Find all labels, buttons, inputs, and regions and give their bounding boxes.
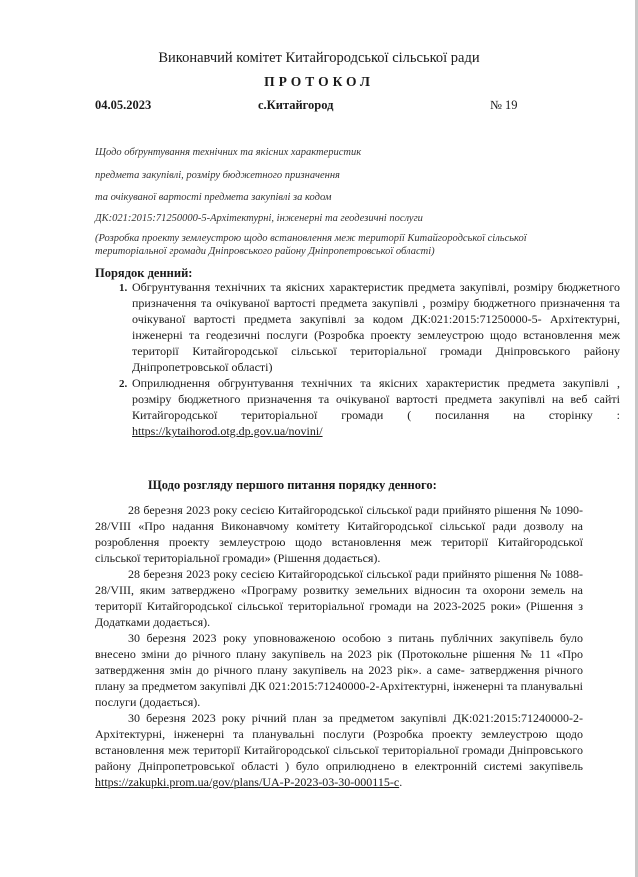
protocol-place: с.Китайгород xyxy=(258,98,334,112)
website-link[interactable]: https://kytaihorod.otg.dp.gov.ua/novini/ xyxy=(132,424,323,438)
protocol-date: 04.05.2023 xyxy=(95,98,152,112)
procurement-link[interactable]: https://zakupki.prom.ua/gov/plans/UA-P-2023-03-30-000115-c xyxy=(95,775,400,789)
agenda-item xyxy=(130,279,620,375)
paragraph: 28 березня 2023 року сесією Китайгородської сільської ради прийнято рішення № 1090-28/VIII «Про надання Виконавчому комітету Китайгородської сільської ради дозволу на розроблення проекту землеустрою щодо встановлення меж території Китайгородської сільської територіальної громади» (Рішення додається). xyxy=(95,503,583,565)
paragraph-tail: . xyxy=(399,775,403,789)
subject-line-3: та очікуваної вартості предмета закупівлі за кодом xyxy=(95,192,332,203)
document-title: ПРОТОКОЛ xyxy=(264,74,374,89)
paragraph: 28 березня 2023 року сесією Китайгородської сільської ради прийнято рішення № 1088-28/VIII, яким затверджено «Програму розвитку земельних відносин та охорони земель на території Китайгородської сільської територіальної громади на 2023-2025 роки» (Рішення з Додатками додається). xyxy=(95,567,583,629)
agenda-item-text: Оприлюднення обгрунтування технічних та якісних характеристик предмета закупівлі , розміру бюджетного призначення та очікуваної вартості предмета закупівлі на веб сайті Китайгородської територіальної громади ( посилання на сторінку : xyxy=(132,376,620,422)
paragraph: 30 березня 2023 року уповноваженою особою з питань публічних закупівель було внесено зміни до річного плану закупівель на 2023 рік (Протокольне рішення № 11 «Про затвердження змін до річного плану закупівель на 2023 рік». а саме- затвердження річного плану за предметом закупівлі ДК 021:2015:71240000-2-Архітектурні, інженерні та планувальні послуги (додається). xyxy=(95,631,583,709)
subject-line-2: предмета закупівлі, розміру бюджетного призначення xyxy=(95,170,340,181)
subject-line-5: (Розробка проекту землеустрою щодо встановлення меж території Китайгородської сільської територіальної громади Дніпровського району Дніпропетровської області) xyxy=(95,233,527,257)
section-heading: Щодо розгляду першого питання порядку денного: xyxy=(148,478,437,492)
agenda-list xyxy=(94,279,620,439)
subject-line-4: ДК:021:2015:71250000-5-Архітектурні, інженерні та геодезичні послуги xyxy=(95,213,423,224)
agenda-heading: Порядок денний: xyxy=(95,266,193,280)
paragraph-text: 30 березня 2023 року річний план за предметом закупівлі ДК:021:2015:71240000-2-Архітектурні, інженерні та планувальні послуги (Розробка проекту землеустрою щодо встановлення меж території Китайгородської сільської територіальної громади Дніпровського району Дніпропетровської області ) було оприлюднено в електронній системі закупівель xyxy=(95,711,583,773)
protocol-number: № 19 xyxy=(490,98,518,112)
subject-line-1: Щодо обґрунтування технічних та якісних характеристик xyxy=(95,147,362,158)
paragraph xyxy=(95,710,583,790)
organization-name: Виконавчий комітет Китайгородської сільської ради xyxy=(158,50,480,66)
agenda-item xyxy=(130,375,620,439)
section-body xyxy=(95,502,583,790)
agenda-item-text: Обгрунтування технічних та якісних характеристик предмета закупівлі, розміру бюджетного призначення та очікуваної вартості предмета закупівлі , розміру бюджетного призначення та очікуваної вартості предмета закупівлі за кодом ДК:021:2015:71250000-5- Архітектурні, інженерні та геодезичні послуги (Розробка проекту землеустрою щодо встановлення меж території Китайгородської сільської територіальної громади Дніпровського району Дніпропетровської області) xyxy=(132,280,620,374)
